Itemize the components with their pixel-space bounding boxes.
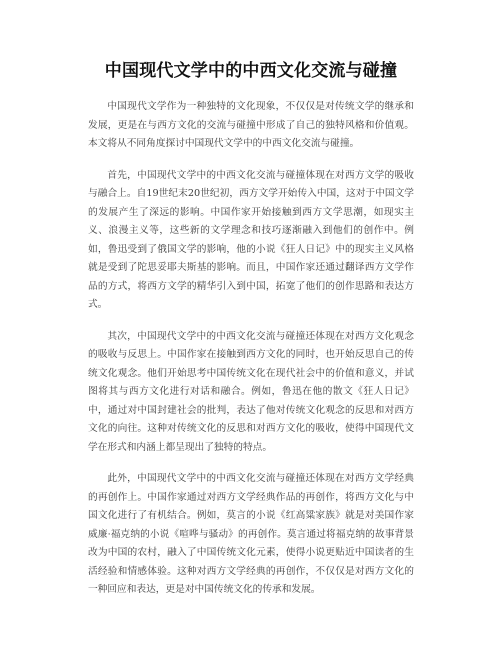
paragraph-first: 首先，中国现代文学中的中西文化交流与碰撞体现在对西方文学的吸收与融合上。自19世纪末20世纪初，西方文学开始传入中国，这对于中国文学的发展产生了深远的影响。中国作家开始接触到西方文学思潮，如现实主义、浪漫主义等，这些新的文学理念和技巧逐渐融入到他们的创作中。例如，鲁迅受到了俄国文学的影响，他的小说《狂人日记》中的现实主义风格就是受到了陀思妥耶夫斯基的影响。而且，中国作家还通过翻译西方文学作品的方式，将西方文学的精华引入到中国，拓宽了他们的创作思路和表达方式。 [88,169,414,310]
paragraph-third: 此外，中国现代文学中的中西文化交流与碰撞还体现在对西方文学经典的再创作上。中国作家通过对西方文学经典作品的再创作，将西方文化与中国文化进行了有机结合。例如，莫言的小说《红高粱家族》就是对美国作家威廉·福克纳的小说《喧哗与骚动》的再创作。莫言通过将福克纳的故事背景改为中国的农村，融入了中国传统文化元素，使得小说更贴近中国读者的生活经验和情感体验。这种对西方文学经典的再创作，不仅仅是对西方文化的一种回应和表达，更是对中国传统文化的传承和发展。 [88,473,414,595]
paragraph-second: 其次，中国现代文学中的中西文化交流与碰撞还体现在对西方文化观念的吸收与反思上。中国作家在接触到西方文化的同时，也开始反思自己的传统文化观念。他们开始思考中国传统文化在现代社会中的价值和意义，并试图将其与西方文化进行对话和融合。例如，鲁迅在他的散文《狂人日记》中，通过对中国封建社会的批判，表达了他对传统文化观念的反思和对西方文化的向往。这种对传统文化的反思和对西方文化的吸收，使得中国现代文学在形式和内涵上都呈现出了独特的特点。 [88,330,414,453]
document-body [88,98,414,613]
document-title: 中国现代文学中的中西文化交流与碰撞 [104,61,398,81]
paragraph-intro: 中国现代文学作为一种独特的文化现象，不仅仅是对传统文学的继承和发展，更是在与西方文化的交流与碰撞中形成了自己的独特风格和价值观。本文将从不同角度探讨中国现代文学中的中西文化交流与碰撞。 [88,101,414,149]
